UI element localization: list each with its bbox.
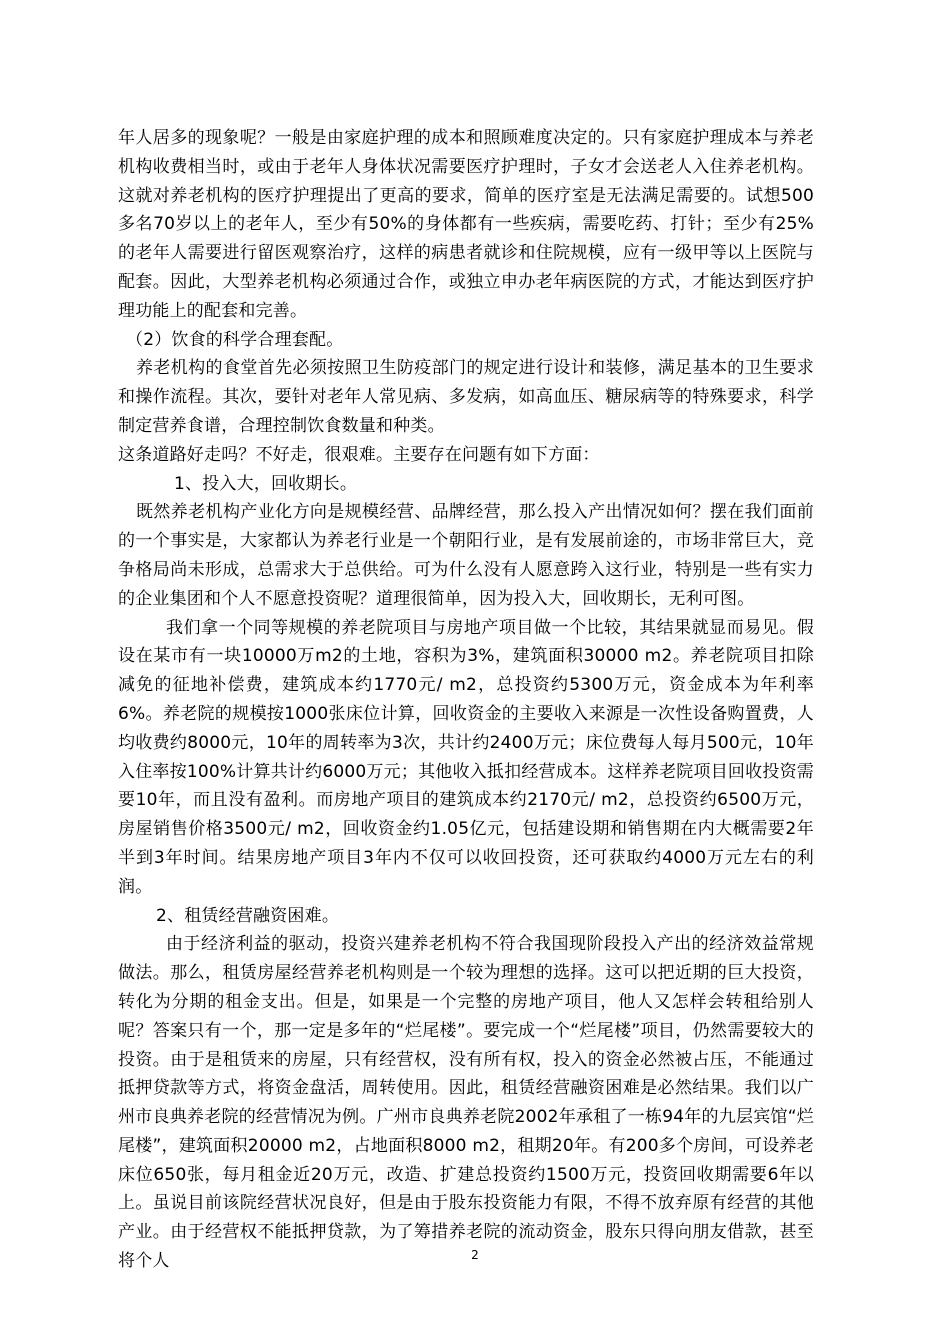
paragraph-industrialization: 既然养老机构产业化方向是规模经营、品牌经营，那么投入产出情况如何？摆在我们面前的一个事实是，大家都认为养老行业是一个朝阳行业，是有发展前途的，市场非常巨大，竞争格局尚未形成，总需求大于总供给。可为什么没有人愿意跨入这行业，特别是一些有实力的企业集团和个人不愿意投资呢？道理很简单，因为投入大，回收期长，无利可图。 [118, 502, 814, 609]
heading-investment: 1、投入大，回收期长。 [174, 473, 358, 494]
paragraph-leasing: 由于经济利益的驱动，投资兴建养老机构不符合我国现阶段投入产出的经济效益常规做法。那么，租赁房屋经营养老机构则是一个较为理想的选择。这可以把近期的巨大投资，转化为分期的租金支出。但是，如果是一个完整的房地产项目，他人又怎样会转租给别人呢？答案只有一个，那一定是多年的“烂尾楼”。要完成一个“烂尾楼”项目，仍然需要较大的投资。由于是租赁来的房屋，只有经营权，没有所有权，投入的资金必然被占压，不能通过抵押贷款等方式，将资金盘活，周转使用。因此，租赁经营融资困难是必然结果。我们以广州市良典养老院的经营情况为例。广州市良典养老院2002年承租了一栋94年的九层宾馆“烂尾楼”，建筑面积20000 m2，占地面积8000 m2，租期20年。有200多个房间，可设养老床位650张，每月租金近20万元，改造、扩建总投资约1500万元，投资回收期需要6年以上。虽说目前该院经营状况良好，但是由于股东投资能力有限，不得不放弃原有经营的其他产业。由于经营权不能抵押贷款，为了筹措养老院的流动资金，股东只得向朋友借款，甚至将个人 [118, 934, 814, 1272]
paragraph-road-difficult: 这条道路好走吗？不好走，很艰难。主要存在问题有如下方面： [118, 444, 600, 465]
page-number: 2 [471, 1248, 479, 1262]
paragraph-canteen: 养老机构的食堂首先必须按照卫生防疫部门的规定进行设计和装修，满足基本的卫生要求和操作流程。其次，要针对老年人常见病、多发病，如高血压、糖尿病等的特殊要求，科学制定营养食谱，合理控制饮食数量和种类。 [118, 358, 814, 436]
paragraph-comparison: 我们拿一个同等规模的养老院项目与房地产项目做一个比较，其结果就显而易见。假设在某市有一块10000万m2的土地，容积为3%，建筑面积30000 m2。养老院项目扣除减免的征地补偿费，建筑成本约1770元/ m2，总投资约5300万元，资金成本为年利率6%。养老院的规模按1000张床位计算，回收资金的主要收入来源是一次性设备购置费，人均收费约8000元，10年的周转率为3次，共计约2400万元；床位费每人每月500元，10年入住率按100%计算共计约6000万元；其他收入抵扣经营成本。这样养老院项目回收投资需要10年，而且没有盈利。而房地产项目的建筑成本约2170元/ m2，总投资约6500万元，房屋销售价格3500元/ m2，回收资金约1.05亿元，包括建设期和销售期在内大概需要2年半到3年时间。结果房地产项目3年内不仅可以收回投资，还可获取约4000万元左右的利润。 [118, 617, 814, 897]
heading-diet: （2）饮食的科学合理套配。 [126, 329, 344, 350]
paragraph-medical-care: 年人居多的现象呢？一般是由家庭护理的成本和照顾难度决定的。只有家庭护理成本与养老机构收费相当时，或由于老年人身体状况需要医疗护理时，子女才会送老人入住养老机构。这就对养老机构的医疗护理提出了更高的要求，简单的医疗室是无法满足需要的。试想500多名70岁以上的老年人，至少有50%的身体都有一些疾病，需要吃药、打针；至少有25%的老年人需要进行留医观察治疗，这样的病患者就诊和住院规模，应有一级甲等以上医院与配套。因此，大型养老机构必须通过合作，或独立申办老年病医院的方式，才能达到医疗护理功能上的配套和完善。 [118, 128, 814, 321]
heading-leasing: 2、租赁经营融资困难。 [156, 905, 340, 926]
document-body [118, 124, 814, 1276]
